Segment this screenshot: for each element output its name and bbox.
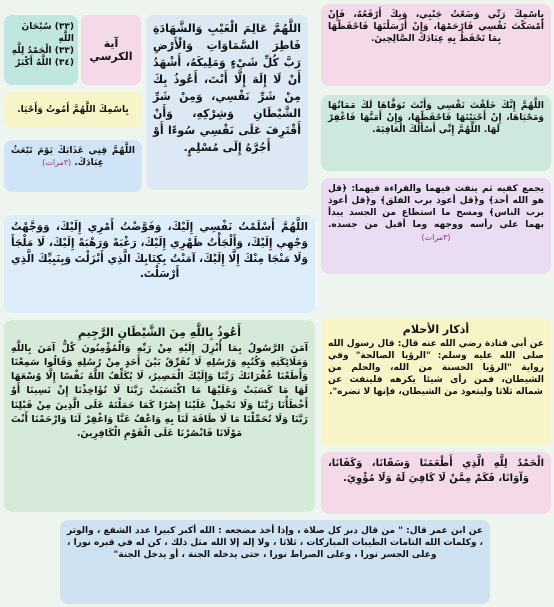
tasbih-count: (٣٣) xyxy=(54,22,74,32)
tasbih-text: الْحَمْدُ لِلَّهِ xyxy=(11,46,52,57)
ahlam-title: أذكار الأحلام xyxy=(402,323,470,336)
kaffayh-count: (٣مرات) xyxy=(421,232,451,242)
ayat-kursi-line2: الكرسي xyxy=(89,50,133,63)
aslamtu-text: اللَّهُمَّ أَسْلَمْتُ نَفْسِي إِلَيْكَ، وَفَوَّضْتُ أَمْرِي إِلَيْكَ، وَوَجَّهْتُ وَجْهِي إِلَيْكَ، وَأَلْجَأْتُ ظَهْرِي إِلَيْكَ، رَغْبَةً وَرَهْبَةً إِلَيْكَ، لَا مَلْجَأَ وَلَا مَنْجَا مِنْكَ إِلَّا إِلَيْكَ، آمَنْتُ بِكِتَابِكَ الَّذِي أَنْزَلْتَ وَبِنَبِيِّكَ الَّذِي أَرْسَلْتَ. xyxy=(11,221,308,281)
tasbih-count: (٣٣) xyxy=(54,46,74,57)
kaffayh-text: يجمع كفيه ثم ينفث فيهما والقراءة فيهما: ﴿قل هو الله أحد﴾ و﴿قل أعوذ برب الفلق﴾ و﴿قل أعوذ برب الناس﴾ ومسح ما استطاع من الجسد يبدأ بهما على رأسه ووجهه وما أقبل من جسده. xyxy=(328,184,544,231)
ibn-umar-text: عن ابن عمر قال: " من قال دبر كل صلاة ، وإذا أخذ مضجعه : الله أكبر كبيرا عدد الشفع ، والوتر ، وكلمات الله التامات الطيبات المباركات ، ثلاثا ، ولا إله إلا الله مثل ذلك ، كن له في قبره نورا ، وعلى الجسر نورا ، وعلى الصراط نورا ، حتى يدخله الجنة ، أو يدخل الجنة" xyxy=(67,526,483,561)
azab-dua-text: اللَّهُمَّ قِنِي عَذَابَكَ يَوْمَ تَبْعَثُ عِبَادَكَ. xyxy=(11,146,135,169)
ayat-kursi-line1: آية xyxy=(103,37,119,50)
ibn-umar-card xyxy=(60,520,490,604)
tasbih-card xyxy=(4,15,78,85)
alim-ghayb-text: اللَّهُمَّ عَالِمَ الْغَيْبِ وَالشَّهَادَةِ فَاطِرَ السَّمَاوَاتِ وَالْأَرْضِ رَبَّ كُلِّ شَيْءٍ وَمَلِيكَهُ، أَشْهَدُ أَنْ لَا إِلَهَ إِلَّا أَنْتَ، أَعُوذُ بِكَ مِنْ شَرِّ نَفْسِي، وَمِنْ شَرِّ الشَّيْطَانِ وَشِرْكِهِ، وَأَنْ أَقْتَرِفَ عَلَى نَفْسِي سُوءًا أَوْ أَجُرَّهُ إِلَى مُسْلِمٍ. xyxy=(153,22,301,155)
ahlam-text: عن أبي قتادة رضي الله عنه قال: قال رسول الله صلى الله عليه وسلم: "الرؤيا الصالحة" وفي رواية "الرؤيا الحسنة من الله، والحلم من الشيطان، فمن رأى شيئا يكرهه فلينفث عن شماله ثلاثا وليتعوذ من الشيطان، فإنها لا تضره". xyxy=(328,338,544,398)
ahlam-card xyxy=(321,318,551,446)
baqarah-text: آمَنَ الرَّسُولُ بِمَا أُنْزِلَ إِلَيْهِ مِنْ رَبِّهِ وَالْمُؤْمِنُونَ كُلٌّ آمَنَ بِاللَّهِ وَمَلَائِكَتِهِ وَكُتُبِهِ وَرُسُلِهِ لَا نُفَرِّقُ بَيْنَ أَحَدٍ مِنْ رُسُلِهِ وَقَالُوا سَمِعْنَا وَأَطَعْنَا غُفْرَانَكَ رَبَّنَا وَإِلَيْكَ الْمَصِيرُ، لَا يُكَلِّفُ اللَّهُ نَفْسًا إِلَّا وُسْعَهَا لَهَا مَا كَسَبَتْ وَعَلَيْهَا مَا اكْتَسَبَتْ رَبَّنَا لَا تُؤَاخِذْنَا إِنْ نَسِينَا أَوْ أَخْطَأْنَا رَبَّنَا وَلَا تَحْمِلْ عَلَيْنَا إِصْرًا كَمَا حَمَلْتَهُ عَلَى الَّذِينَ مِنْ قَبْلِنَا رَبَّنَا وَلَا تُحَمِّلْنَا مَا لَا طَاقَةَ لَنَا بِهِ وَاعْفُ عَنَّا وَاغْفِرْ لَنَا وَارْحَمْنَا أَنْتَ مَوْلَانَا فَانْصُرْنَا عَلَى الْقَوْمِ الْكَافِرِينَ. xyxy=(11,342,308,439)
kaffayh-card xyxy=(321,178,551,274)
tasbih-count: (٣٤) xyxy=(54,58,74,69)
baqarah-isti: أَعُوذُ بِاللَّهِ مِنَ الشَّيْطَانِ الرَّجِيمِ xyxy=(77,326,241,339)
khalaqta-card xyxy=(321,95,551,171)
baqarah-card xyxy=(4,320,315,512)
sleep-dua-text: بِاسْمِكَ اللَّهُمَّ أَمُوتُ وَأَحْيَا. xyxy=(17,104,129,115)
azab-dua-card xyxy=(4,140,142,192)
alhamd-card xyxy=(321,452,551,514)
ayat-kursi-label xyxy=(81,15,141,85)
tasbih-text: سُبْحَانَ اللَّهِ xyxy=(21,22,74,45)
azab-dua-count: (٣مرات) xyxy=(42,158,72,168)
alim-ghayb-card xyxy=(146,15,308,190)
khalaqta-text: اللَّهُمَّ إِنَّكَ خَلَقْتَ نَفْسِي وَأَنْتَ تَوَفَّاهَا لَكَ مَمَاتُهَا وَمَحْيَاهَا، إِنْ أَحْيَيْتَهَا فَاحْفَظْهَا، وَإِنْ أَمَتَّهَا فَاغْفِرْ لَهَا. اللَّهُمَّ إِنِّي أَسْأَلُكَ الْعَافِيَةَ. xyxy=(328,101,544,136)
tasbih-row xyxy=(8,21,74,45)
tasbih-text: اللَّهُ أَكْبَرُ xyxy=(15,58,52,69)
bismika-rabbi-card xyxy=(321,4,551,86)
aslamtu-card xyxy=(4,215,315,313)
tasbih-row xyxy=(8,45,74,57)
sleep-dua-card xyxy=(4,92,142,128)
tasbih-row xyxy=(8,57,74,69)
alhamd-text: الْحَمْدُ لِلَّهِ الَّذِي أَطْعَمَنَا وَسَقَانَا، وَكَفَانَا، وَآوَانَا، فَكَمْ مِمَّنْ لَا كَافِيَ لَهُ وَلَا مُؤْوِيَ. xyxy=(328,458,544,484)
bismika-rabbi-text: بِاسْمِكَ رَبِّي وَضَعْتُ جَنْبِي، وَبِكَ أَرْفَعُهُ، فَإِنْ أَمْسَكْتَ نَفْسِي فَارْحَمْهَا، وَإِنْ أَرْسَلْتَهَا فَاحْفَظْهَا بِمَا تَحْفَظُ بِهِ عِبَادَكَ الصَّالِحِينَ. xyxy=(328,10,544,45)
